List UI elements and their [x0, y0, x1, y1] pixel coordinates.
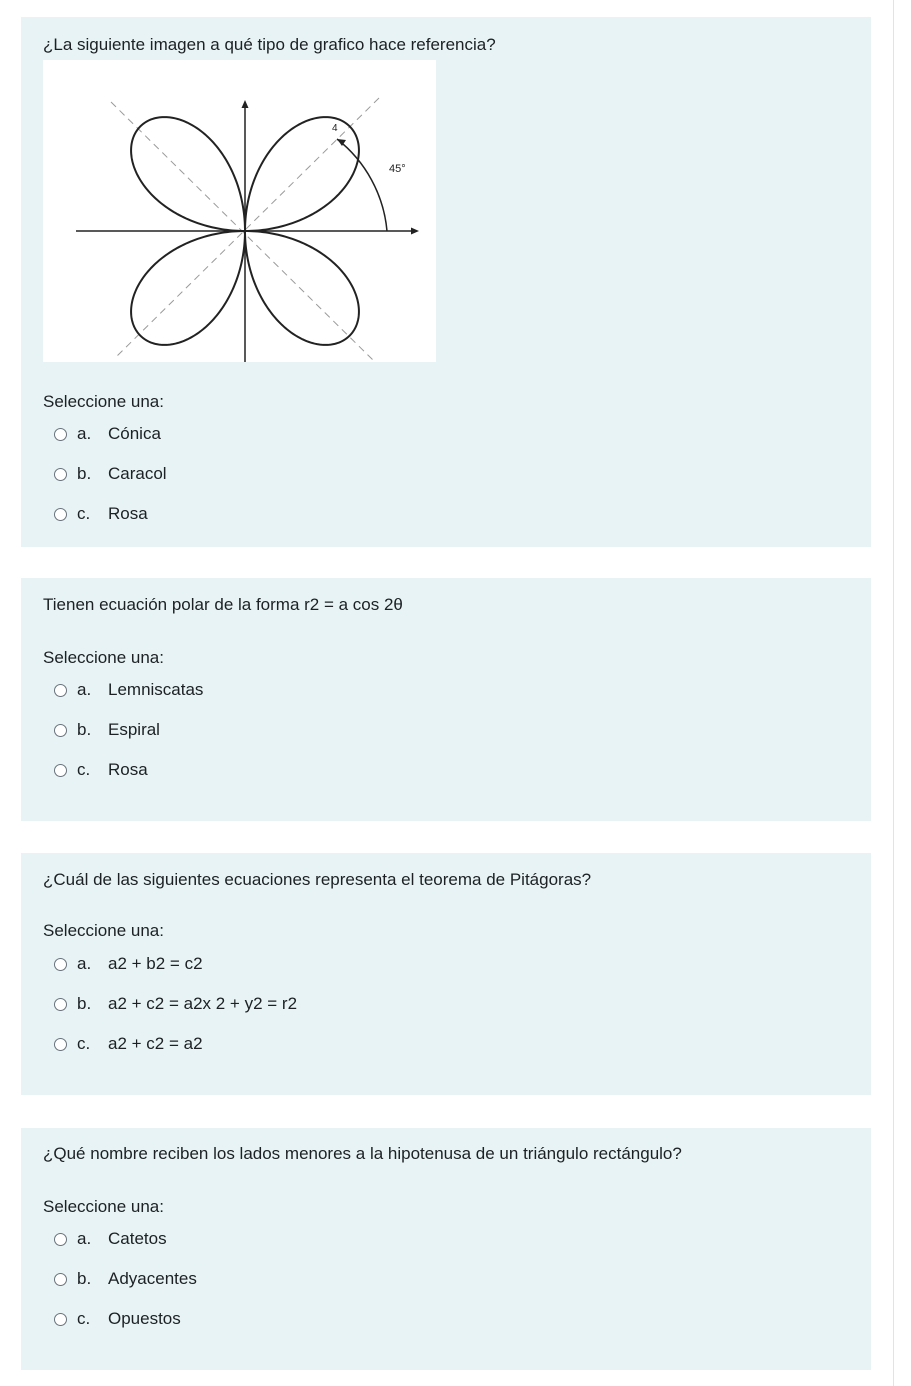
radio-button[interactable]	[54, 428, 67, 441]
answer-option-a[interactable]	[43, 414, 851, 454]
answer-option-c[interactable]	[43, 1299, 851, 1339]
answer-text: Lemniscatas	[108, 680, 204, 699]
question-2	[21, 578, 871, 821]
answer-option-a[interactable]	[43, 670, 851, 710]
answer-option-c[interactable]	[43, 494, 851, 534]
answer-text: Adyacentes	[108, 1269, 197, 1288]
answer-letter: c.	[77, 1034, 91, 1053]
radio-button[interactable]	[54, 508, 67, 521]
radio-button[interactable]	[54, 684, 67, 697]
rose-graph-image	[43, 60, 436, 362]
radio-button[interactable]	[54, 1313, 67, 1326]
answer-letter: a.	[77, 954, 92, 973]
x-axis-arrow-icon	[411, 228, 419, 235]
graph-label-angle: 45°	[389, 163, 406, 175]
answer-text: Rosa	[108, 504, 148, 523]
answer-letter: a.	[77, 424, 92, 443]
answer-text: Caracol	[108, 464, 167, 483]
question-3-answers	[43, 944, 851, 1064]
radio-button[interactable]	[54, 724, 67, 737]
question-4	[21, 1128, 871, 1370]
diagonal-guide-up	[115, 98, 379, 358]
answer-letter: c.	[77, 760, 91, 779]
answer-option-a[interactable]	[43, 1219, 851, 1259]
four-petal-rose-graph-icon	[43, 60, 436, 362]
angle-arc	[337, 139, 387, 231]
answer-text: Espiral	[108, 720, 160, 739]
radio-button[interactable]	[54, 998, 67, 1011]
answer-text: a2 + c2 = a2x 2 + y2 = r2	[108, 994, 298, 1013]
question-1	[21, 17, 871, 547]
radio-button[interactable]	[54, 468, 67, 481]
answer-option-b[interactable]	[43, 1259, 851, 1299]
question-1-answers	[43, 414, 851, 534]
answer-letter: a.	[77, 680, 92, 699]
question-3-prompt: Seleccione una:	[43, 921, 164, 940]
answer-letter: b.	[77, 720, 92, 739]
answer-text: a2 + c2 = a2	[108, 1034, 203, 1053]
question-3	[21, 853, 871, 1095]
question-1-prompt: Seleccione una:	[43, 392, 164, 411]
answer-option-c[interactable]	[43, 1024, 851, 1064]
answer-text: Catetos	[108, 1229, 167, 1248]
answer-letter: c.	[77, 504, 91, 523]
answer-text: a2 + b2 = c2	[108, 954, 203, 973]
radio-button[interactable]	[54, 958, 67, 971]
question-4-text: ¿Qué nombre reciben los lados menores a la hipotenusa de un triángulo rectángulo?	[43, 1144, 682, 1163]
radio-button[interactable]	[54, 1038, 67, 1051]
answer-letter: b.	[77, 464, 92, 483]
answer-letter: b.	[77, 994, 92, 1013]
answer-option-a[interactable]	[43, 944, 851, 984]
answer-text: Opuestos	[108, 1309, 181, 1328]
radio-button[interactable]	[54, 764, 67, 777]
answer-option-b[interactable]	[43, 984, 851, 1024]
radio-button[interactable]	[54, 1233, 67, 1246]
radio-button[interactable]	[54, 1273, 67, 1286]
question-2-text: Tienen ecuación polar de la forma r2 = a cos 2θ	[43, 595, 403, 614]
answer-text: Cónica	[108, 424, 161, 443]
y-axis-arrow-icon	[242, 100, 249, 108]
answer-letter: c.	[77, 1309, 91, 1328]
answer-option-c[interactable]	[43, 750, 851, 790]
answer-option-b[interactable]	[43, 454, 851, 494]
question-4-prompt: Seleccione una:	[43, 1197, 164, 1216]
page-right-divider	[893, 0, 894, 1386]
question-2-answers	[43, 670, 851, 790]
answer-letter: b.	[77, 1269, 92, 1288]
answer-text: Rosa	[108, 760, 148, 779]
question-3-text: ¿Cuál de las siguientes ecuaciones representa el teorema de Pitágoras?	[43, 870, 592, 889]
answer-option-b[interactable]	[43, 710, 851, 750]
question-1-text: ¿La siguiente imagen a qué tipo de grafico hace referencia?	[43, 35, 496, 54]
question-4-answers	[43, 1219, 851, 1339]
graph-label-radius: 4	[332, 123, 338, 134]
answer-letter: a.	[77, 1229, 92, 1248]
question-2-prompt: Seleccione una:	[43, 648, 164, 667]
